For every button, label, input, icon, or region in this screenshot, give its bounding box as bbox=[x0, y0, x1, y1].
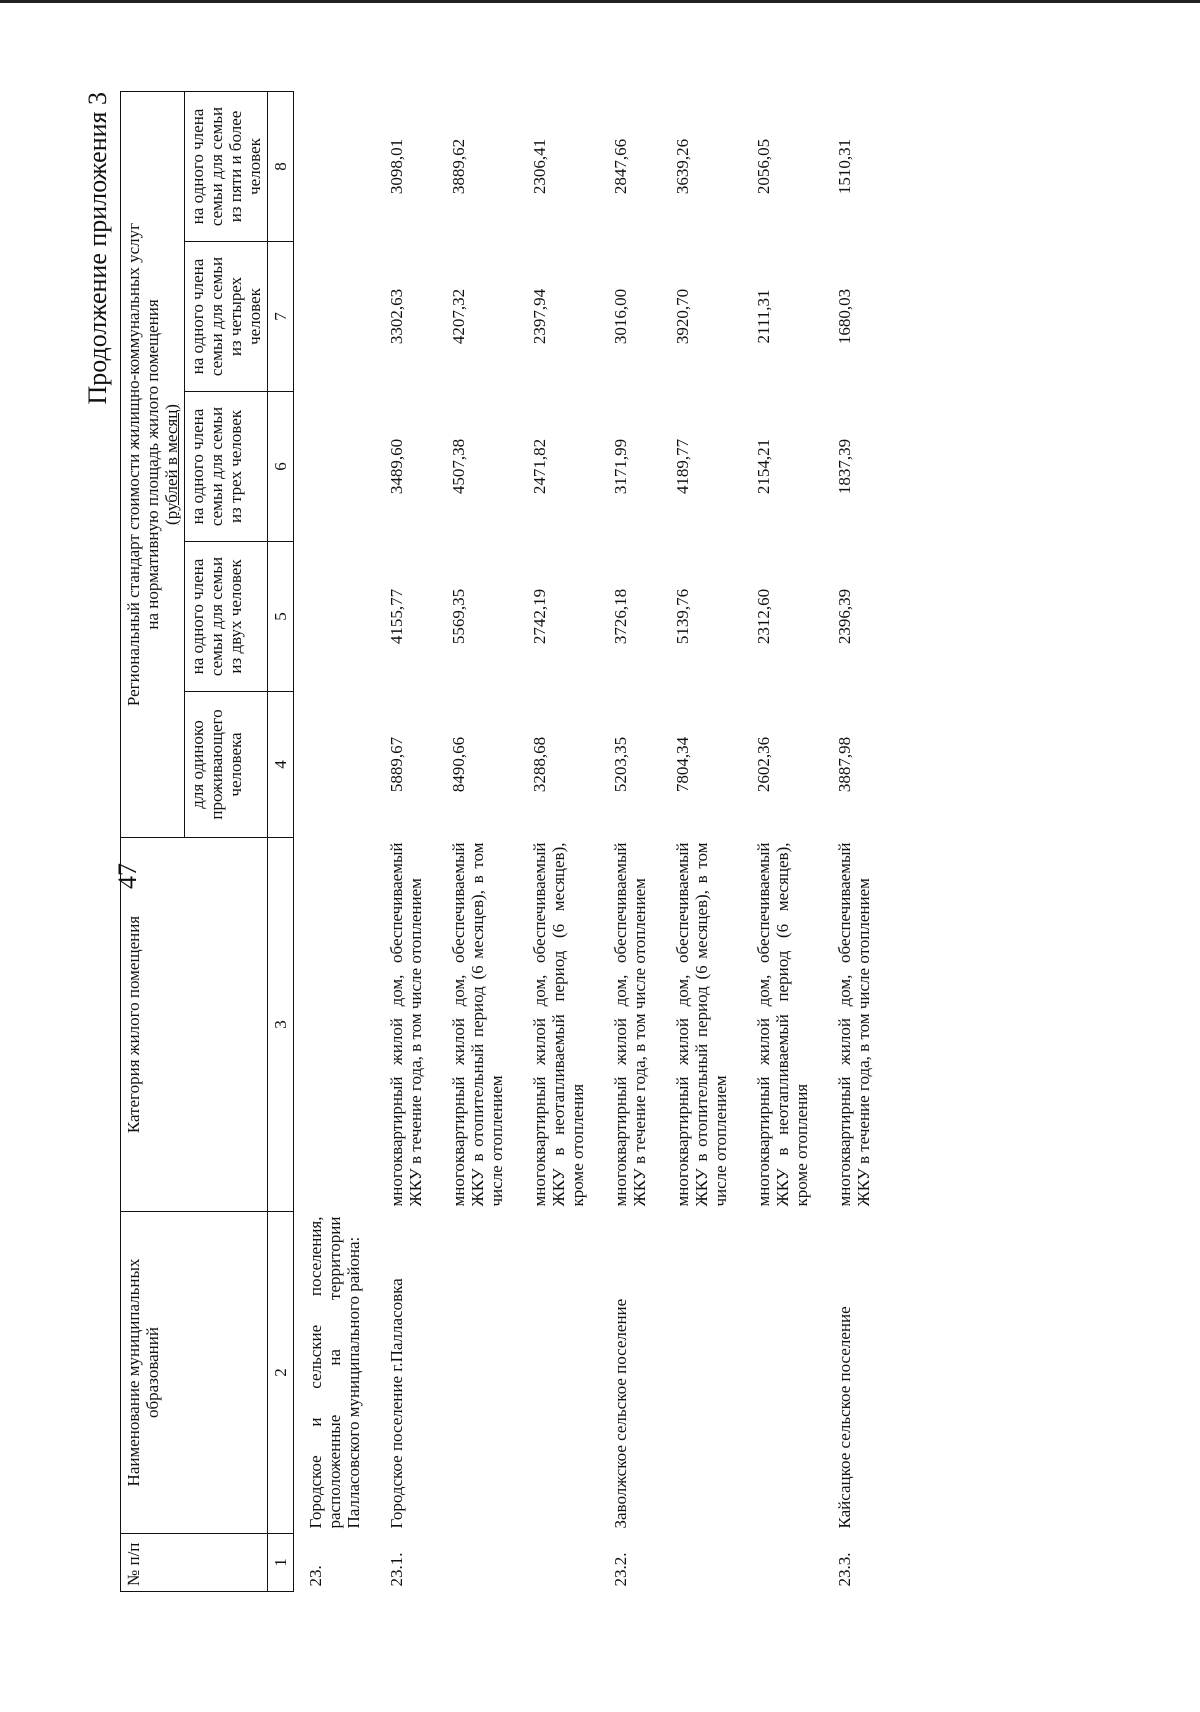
header-name: Наименование муниципальных образований bbox=[121, 1212, 268, 1534]
row-value: 3171,99 bbox=[611, 438, 630, 495]
table-row bbox=[742, 91, 823, 1591]
row-number: 23.3. bbox=[835, 1552, 854, 1587]
row-value: 3016,00 bbox=[611, 288, 630, 345]
column-number: 1 bbox=[268, 1534, 294, 1592]
row-value: 5569,35 bbox=[449, 588, 468, 645]
row-value: 2306,41 bbox=[530, 138, 549, 195]
header-col5: на одного члена семьи для семьи из двух человек bbox=[185, 542, 268, 692]
row-value: 4189,77 bbox=[673, 438, 692, 495]
row-value: 2602,36 bbox=[754, 736, 773, 793]
column-number: 7 bbox=[268, 242, 294, 392]
rotated-page-content bbox=[80, 92, 1140, 1592]
header-category: Категория жилого помещения bbox=[121, 838, 268, 1212]
scan-edge-line bbox=[0, 0, 1200, 3]
row-value: 4207,32 bbox=[449, 288, 468, 345]
row-category: многоквартирный жилой дом, обеспечиваемый ЖКУ в неотапливаемый период (6 месяцев), кроме отопления bbox=[754, 842, 811, 1207]
header-standard bbox=[121, 91, 185, 837]
header-standard-line1: Региональный стандарт стоимости жилищно-коммунальных услуг bbox=[124, 222, 143, 707]
table-row bbox=[661, 91, 742, 1591]
column-number-row bbox=[268, 91, 294, 1591]
row-value: 4155,77 bbox=[387, 588, 406, 645]
column-number: 6 bbox=[268, 392, 294, 542]
header-num: № п/п bbox=[121, 1534, 268, 1592]
row-value: 4507,38 bbox=[449, 438, 468, 495]
row-value: 3489,60 bbox=[387, 438, 406, 495]
header-standard-unit: (рублей в месяц) bbox=[162, 404, 181, 525]
row-number: 23.2. bbox=[611, 1552, 630, 1587]
row-value: 5889,67 bbox=[387, 736, 406, 793]
table-row bbox=[375, 91, 437, 1591]
table-row bbox=[518, 91, 599, 1591]
row-number: 23. bbox=[306, 1565, 325, 1587]
row-value: 8490,66 bbox=[449, 736, 468, 793]
row-category: многоквартирный жилой дом, обеспечиваемый ЖКУ в течение года, в том числе отоплением bbox=[387, 842, 425, 1207]
row-category: многоквартирный жилой дом, обеспечиваемый ЖКУ в отопительный период (6 месяцев), в том числе отоплением bbox=[449, 842, 506, 1207]
row-value: 2312,60 bbox=[754, 588, 773, 645]
row-value: 7804,34 bbox=[673, 736, 692, 793]
row-value: 2056,05 bbox=[754, 138, 773, 195]
row-value: 3726,18 bbox=[611, 588, 630, 645]
row-municipality: Заволжское сельское поселение bbox=[611, 1298, 630, 1529]
column-number: 5 bbox=[268, 542, 294, 692]
row-category: многоквартирный жилой дом, обеспечиваемый ЖКУ в течение года, в том числе отоплением bbox=[611, 842, 649, 1207]
row-value: 3098,01 bbox=[387, 138, 406, 195]
row-value: 2397,94 bbox=[530, 288, 549, 345]
row-value: 2742,19 bbox=[530, 588, 549, 645]
row-municipality: Кайсацкое сельское поселение bbox=[835, 1306, 854, 1529]
row-municipality bbox=[437, 1212, 518, 1534]
header-col6: на одного члена семьи для семьи из трех человек bbox=[185, 392, 268, 542]
row-value: 3288,68 bbox=[530, 736, 549, 793]
housing-cost-table bbox=[120, 91, 885, 1592]
header-standard-line2: на нормативную площадь жилого помещения bbox=[143, 299, 162, 630]
column-number: 8 bbox=[268, 91, 294, 241]
row-value: 3889,62 bbox=[449, 138, 468, 195]
table-row bbox=[599, 91, 661, 1591]
continuation-heading: Продолжение приложения 3 bbox=[83, 92, 112, 405]
row-category bbox=[294, 838, 376, 1212]
row-category: многоквартирный жилой дом, обеспечиваемый ЖКУ в течение года, в том числе отоплением bbox=[835, 842, 873, 1207]
row-municipality bbox=[518, 1212, 599, 1534]
page-number: 47 bbox=[113, 863, 142, 889]
row-value: 5139,76 bbox=[673, 588, 692, 645]
row-value: 3302,63 bbox=[387, 288, 406, 345]
row-municipality: Городское поселение г.Палласовка bbox=[387, 1278, 406, 1529]
column-number: 4 bbox=[268, 692, 294, 838]
header-col4: для одиноко проживающего человека bbox=[185, 692, 268, 838]
row-value: 1837,39 bbox=[835, 438, 854, 495]
row-value: 2471,82 bbox=[530, 438, 549, 495]
row-number: 23.1. bbox=[387, 1552, 406, 1587]
row-municipality: Городское и сельские поселения, расположенные на территории Палласовского муниципального района: bbox=[306, 1216, 363, 1529]
row-value: 2847,66 bbox=[611, 138, 630, 195]
row-value: 2396,39 bbox=[835, 588, 854, 645]
row-value: 1510,31 bbox=[835, 138, 854, 195]
row-value: 3920,70 bbox=[673, 288, 692, 345]
row-number bbox=[437, 1534, 518, 1592]
row-value: 3639,26 bbox=[673, 138, 692, 195]
row-category: многоквартирный жилой дом, обеспечиваемый ЖКУ в отопительный период (6 месяцев), в том числе отоплением bbox=[673, 842, 730, 1207]
row-value: 2111,31 bbox=[754, 289, 773, 344]
row-value: 3887,98 bbox=[835, 736, 854, 793]
row-value: 5203,35 bbox=[611, 736, 630, 793]
row-municipality bbox=[661, 1212, 742, 1534]
row-value bbox=[294, 692, 376, 838]
table-row bbox=[294, 91, 376, 1591]
column-number: 3 bbox=[268, 838, 294, 1212]
header-col7: на одного члена семьи для семьи из четырех человек bbox=[185, 242, 268, 392]
row-value: 1680,03 bbox=[835, 288, 854, 345]
row-municipality bbox=[742, 1212, 823, 1534]
row-number bbox=[518, 1534, 599, 1592]
row-value bbox=[294, 392, 376, 542]
header-col8: на одного члена семьи для семьи из пяти и более человек bbox=[185, 91, 268, 241]
row-number bbox=[661, 1534, 742, 1592]
column-number: 2 bbox=[268, 1212, 294, 1534]
document-sheet bbox=[80, 92, 1140, 1592]
row-value bbox=[294, 542, 376, 692]
table-row bbox=[823, 91, 885, 1591]
row-category: многоквартирный жилой дом, обеспечиваемый ЖКУ в неотапливаемый период (6 месяцев), кроме отопления bbox=[530, 842, 587, 1207]
row-value: 2154,21 bbox=[754, 438, 773, 495]
row-value bbox=[294, 242, 376, 392]
row-value bbox=[294, 91, 376, 241]
table-row bbox=[437, 91, 518, 1591]
row-number bbox=[742, 1534, 823, 1592]
